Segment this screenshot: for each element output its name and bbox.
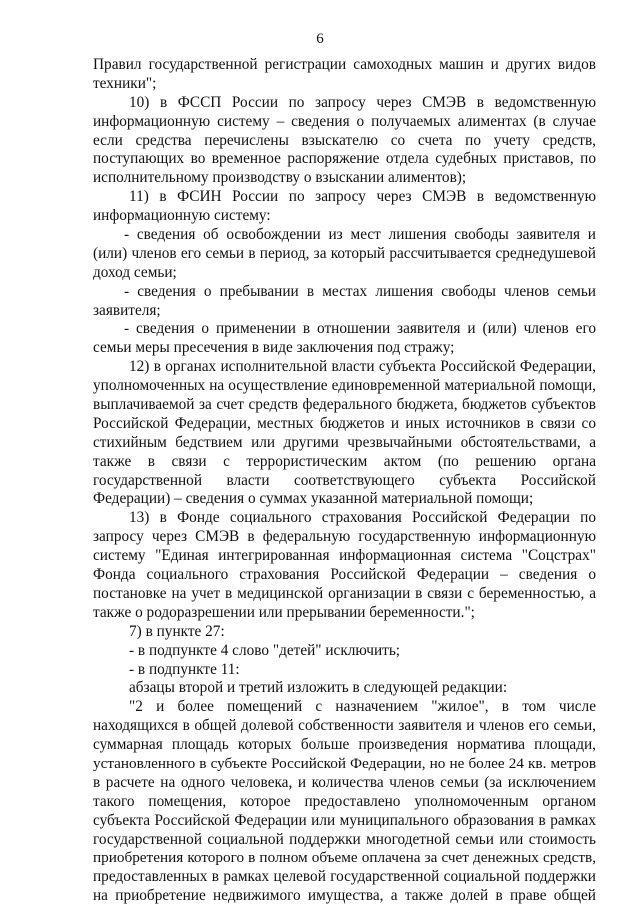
text-line: уполномоченных на осуществление единовременной материальной помощи, <box>93 377 596 395</box>
text-line: информационную систему: <box>93 207 271 225</box>
text-line: - сведения об освобождении из мест лишения свободы заявителя и <box>124 226 596 244</box>
text-line: постановке на учет в медицинской организации в связи с беременностью, а <box>93 584 596 602</box>
text-line: суммарная площадь которых больше произведения норматива площади, <box>93 736 596 754</box>
text-line: на приобретение недвижимого имущества, а также долей в праве общей <box>93 887 596 905</box>
text-line: 12) в органах исполнительной власти субъекта Российской Федерации, <box>129 358 596 376</box>
text-line: исполнительному производству о взыскании алиментов); <box>93 169 467 187</box>
text-line: приобретения которого в полном объеме оплачена за счет денежных средств, <box>93 849 596 867</box>
text-line: выплачиваемой за счет средств федерального бюджета, бюджетов субъектов <box>93 396 596 414</box>
text-line: государственной социальной поддержки многодетной семьи или стоимость <box>93 830 596 848</box>
text-line: 7) в пункте 27: <box>129 622 225 640</box>
page-number: 6 <box>316 31 324 47</box>
text-line: 13) в Фонде социального страхования Российской Федерации по <box>129 509 596 527</box>
text-line: - в подпункте 11: <box>129 660 240 678</box>
text-line: запросу через СМЭВ в федеральную государственную информационную <box>93 528 596 546</box>
text-line: Фонда социального страхования Российской Федерации – сведения о <box>93 566 596 584</box>
text-line: Правил государственной регистрации самоходных машин и других видов <box>93 56 596 73</box>
text-line: стихийным бедствием или другими чрезвычайными обстоятельствами, а <box>93 433 596 451</box>
text-line: находящихся в общей долевой собственности заявителя и членов его семьи, <box>93 717 596 735</box>
text-line: также в связи с террористическим актом (по решению органа <box>93 452 596 470</box>
text-line: информационную систему – сведения о получаемых алиментах (в случае <box>93 112 596 130</box>
text-line: также о родоразрешении или прерывании беременности."; <box>93 603 475 621</box>
text-line: установленного в субъекте Российской Федерации, но не более 24 кв. метров <box>93 754 596 772</box>
text-line: абзацы второй и третий изложить в следующей редакции: <box>129 679 508 697</box>
text-line: техники"; <box>93 74 157 92</box>
text-line: систему "Единая интегрированная информационная система "Соцстрах" <box>93 547 596 565</box>
text-line: 10) в ФССП России по запросу через СМЭВ в ведомственную <box>129 93 596 111</box>
text-line: в расчете на одного человека, и количества членов семьи (за исключением <box>93 773 596 791</box>
text-line: - сведения о пребывании в местах лишения свободы членов семьи <box>124 282 596 300</box>
text-line: Российской Федерации, местных бюджетов и иных источников в связи со <box>93 414 596 432</box>
document-body <box>93 56 596 906</box>
text-line: - сведения о применении в отношении заявителя и (или) членов его <box>124 320 596 338</box>
text-line: если средства перечислены взыскателю со счета по учету средств, <box>93 131 596 149</box>
text-line: Федерации) – сведения о суммах указанной материальной помощи; <box>93 490 534 508</box>
text-line: государственной власти соответствующего субъекта Российской <box>93 471 596 489</box>
text-line: доход семьи; <box>93 263 177 281</box>
text-line: субъекта Российской Федерации или муниципального образования в рамках <box>93 811 596 829</box>
text-line: поступающих во временное распоряжение отдела судебных приставов, по <box>93 150 596 168</box>
text-line: такого помещения, которое предоставлено уполномоченным органом <box>93 792 596 810</box>
text-line: семьи меры пресечения в виде заключения под стражу; <box>93 339 455 357</box>
text-line: (или) членов его семьи в период, за который рассчитывается среднедушевой <box>93 244 596 262</box>
text-line: "2 и более помещений с назначением "жилое", в том числе <box>129 698 596 716</box>
text-line: предоставленных в рамках целевой государственной социальной поддержки <box>93 868 596 886</box>
text-line: 11) в ФСИН России по запросу через СМЭВ в ведомственную <box>129 188 596 206</box>
text-line: заявителя; <box>93 301 161 319</box>
text-line: - в подпункте 4 слово "детей" исключить; <box>129 641 401 659</box>
